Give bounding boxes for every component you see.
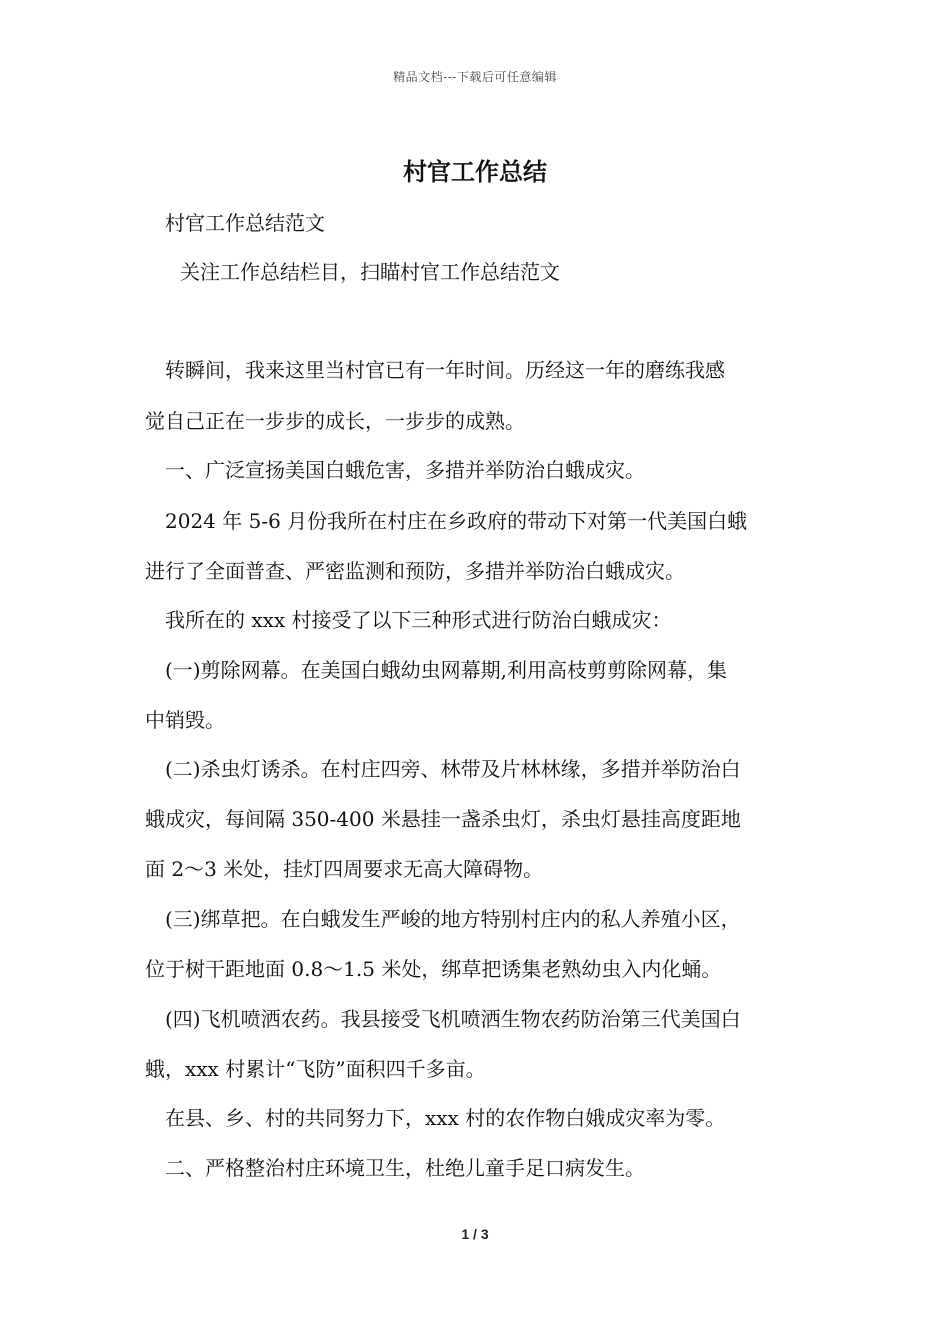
paragraph-line: 位于树干距地面 0.8～1.5 米处，绑草把诱集老熟幼虫入内化蛹。 [145,957,722,981]
page-number: 1 / 3 [461,1226,489,1242]
section-heading: 一、广泛宣扬美国白蛾危害，多措并举防治白蛾成灾。 [165,458,645,482]
paragraph-line: (二)杀虫灯诱杀。在村庄四旁、林带及片林林缘，多措并举防治白 [165,757,741,781]
subtitle-line: 村官工作总结范文 [165,211,325,235]
paragraph-line: 进行了全面普查、严密监测和预防，多措并举防治白蛾成灾。 [145,559,685,583]
header-note: 精品文档---下载后可任意编辑 [393,70,557,84]
paragraph-line: 面 2～3 米处，挂灯四周要求无高大障碍物。 [145,857,544,881]
paragraph-line: 蛾成灾，每间隔 350-400 米悬挂一盏杀虫灯，杀虫灯悬挂高度距地 [145,807,741,831]
intro-line: 关注工作总结栏目，扫瞄村官工作总结范文 [180,260,560,284]
paragraph-line: 我所在的 xxx 村接受了以下三种形式进行防治白蛾成灾： [165,608,672,632]
paragraph-line: 2024 年 5-6 月份我所在村庄在乡政府的带动下对第一代美国白蛾 [165,509,748,533]
paragraph-line: 蛾，xxx 村累计“飞防”面积四千多亩。 [145,1057,486,1081]
paragraph-line: (三)绑草把。在白蛾发生严峻的地方特别村庄内的私人养殖小区， [165,907,741,931]
document-title: 村官工作总结 [403,157,547,186]
paragraph-line: (一)剪除网幕。在美国白蛾幼虫网幕期,利用高枝剪剪除网幕，集 [165,658,727,682]
paragraph-line: (四)飞机喷洒农药。我县接受飞机喷洒生物农药防治第三代美国白 [165,1007,741,1031]
section-heading: 二、严格整治村庄环境卫生，杜绝儿童手足口病发生。 [165,1156,645,1180]
paragraph-line: 中销毁。 [145,708,225,732]
paragraph-line: 转瞬间，我来这里当村官已有一年时间。历经这一年的磨练我感 [165,358,725,382]
paragraph-line: 在县、乡、村的共同努力下，xxx 村的农作物白娥成灾率为零。 [165,1106,726,1130]
paragraph-line: 觉自己正在一步步的成长，一步步的成熟。 [145,409,525,433]
